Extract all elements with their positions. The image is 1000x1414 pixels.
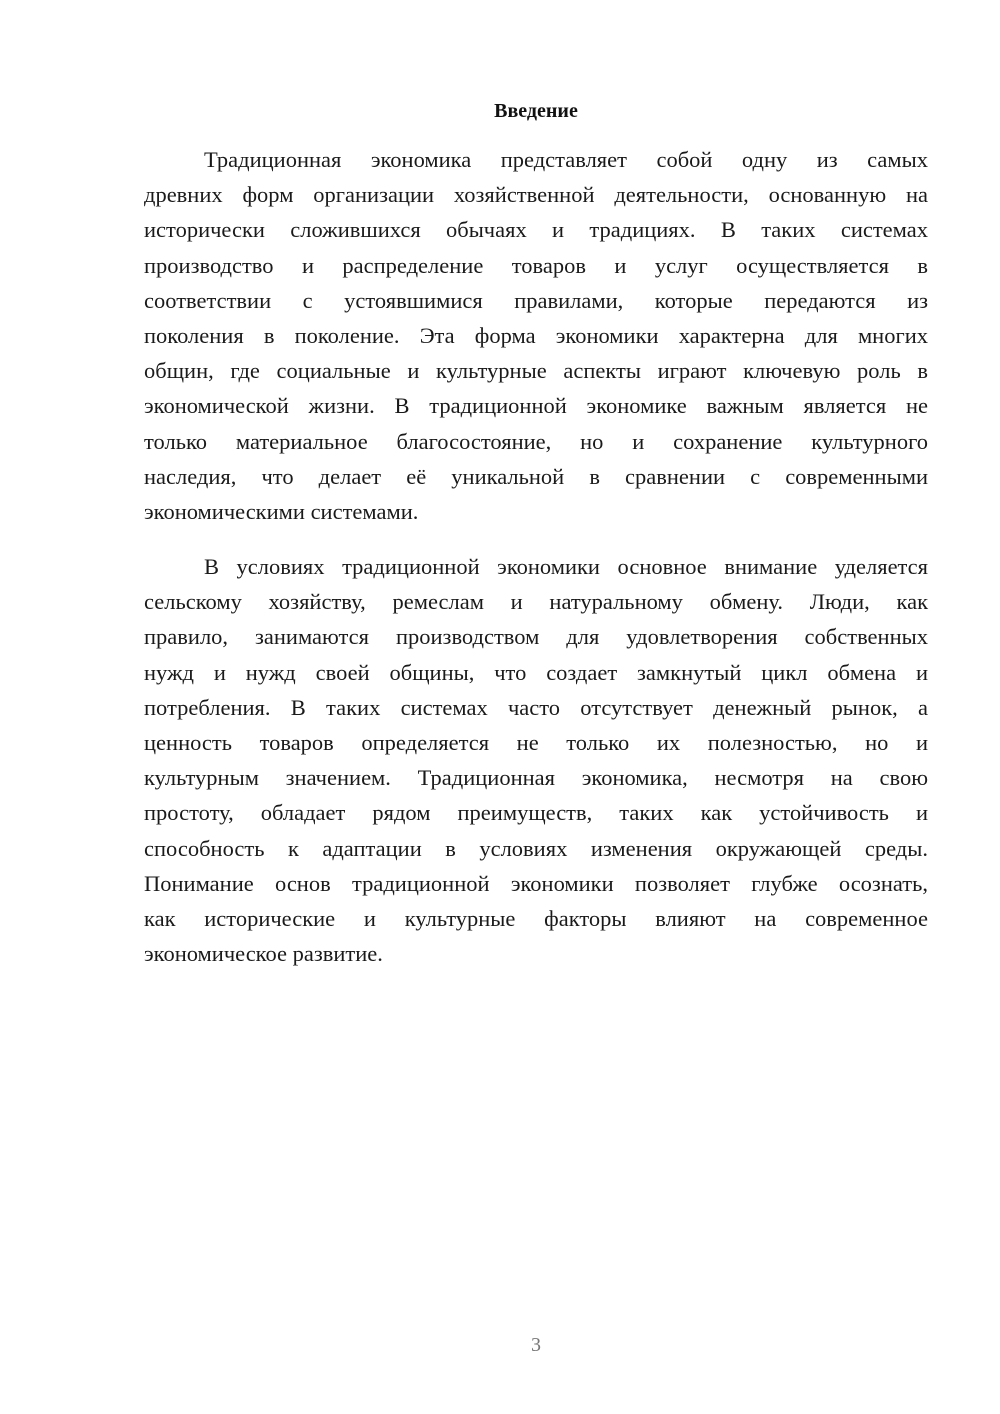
paragraph-2 [144,549,928,971]
page-number: 3 [531,1334,541,1356]
paragraph-line: как исторические и культурные факторы влияют на современное [144,905,928,931]
paragraph-line: поколения в поколение. Эта форма экономики характерна для многих [144,322,928,348]
paragraph-line: нужд и нужд своей общины, что создает замкнутый цикл обмена и [144,659,928,685]
paragraph-line: общин, где социальные и культурные аспекты играют ключевую роль в [144,358,928,384]
paragraph-line: способность к адаптации в условиях изменения окружающей среды. [144,835,928,861]
paragraph-1 [144,142,928,529]
paragraph-line: сельскому хозяйству, ремеслам и натуральному обмену. Люди, как [144,589,928,615]
paragraph-line: экономической жизни. В традиционной экономике важным является не [144,393,928,419]
paragraph-line: древних форм организации хозяйственной деятельности, основанную на [144,182,928,208]
paragraph-line: наследия, что делает её уникальной в сравнении с современными [144,463,928,489]
paragraph-line: Традиционная экономика представляет собой одну из самых [204,147,928,172]
paragraph-line: простоту, обладает рядом преимуществ, таких как устойчивость и [144,800,928,826]
paragraph-line: исторически сложившихся обычаях и традициях. В таких системах [144,217,928,243]
paragraph-line: потребления. В таких системах часто отсутствует денежный рынок, а [144,694,928,720]
paragraph-line: Понимание основ традиционной экономики позволяет глубже осознать, [144,870,928,896]
paragraph-line: ценность товаров определяется не только их полезностью, но и [144,729,928,755]
paragraph-line: экономическими системами. [144,498,419,524]
paragraph-line: производство и распределение товаров и услуг осуществляется в [144,252,928,278]
paragraph-line: только материальное благосостояние, но и сохранение культурного [144,428,928,454]
paragraph-line: правило, занимаются производством для удовлетворения собственных [144,624,928,650]
section-heading: Введение [494,100,578,122]
paragraph-line: В условиях традиционной экономики основное внимание уделяется [204,554,928,579]
paragraph-line: соответствии с устоявшимися правилами, которые передаются из [144,287,928,313]
paragraph-line: экономическое развитие. [144,941,383,967]
paragraph-line: культурным значением. Традиционная экономика, несмотря на свою [144,765,928,791]
